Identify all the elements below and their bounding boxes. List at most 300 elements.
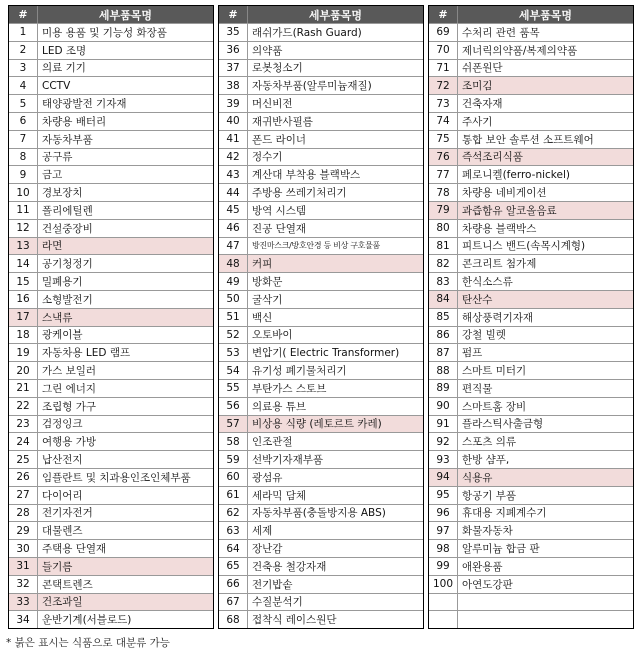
table-row <box>429 450 633 468</box>
row-number: 63 <box>219 522 248 539</box>
item-name: 계산대 부착용 블랙박스 <box>252 169 361 182</box>
table-row <box>429 521 633 539</box>
item-name: 한식소스류 <box>462 276 513 289</box>
item-name: 가스 보일러 <box>42 365 97 378</box>
column-header <box>219 6 423 23</box>
row-number: 10 <box>9 184 38 201</box>
item-name: 진공 단열재 <box>252 222 307 235</box>
item-name: 차량용 배터리 <box>42 115 107 128</box>
footnote: * 붉은 표시는 식품으로 대분류 가능 <box>6 637 170 649</box>
table-row-food-highlight <box>219 415 423 433</box>
table-row <box>219 130 423 148</box>
item-name: 차량용 네비게이션 <box>462 187 547 200</box>
row-number: 79 <box>429 202 458 219</box>
table-row <box>219 610 423 628</box>
row-number: 58 <box>219 433 248 450</box>
table-row <box>219 326 423 344</box>
table-row <box>429 130 633 148</box>
item-name: 의약품 <box>252 44 283 57</box>
row-number: 85 <box>429 309 458 326</box>
row-number: 35 <box>219 24 248 41</box>
row-number: 26 <box>9 469 38 486</box>
table-row <box>219 521 423 539</box>
table-row <box>219 183 423 201</box>
table-row <box>219 94 423 112</box>
item-name: 비상용 식량 (레토르트 카레) <box>252 418 382 431</box>
row-number: 97 <box>429 522 458 539</box>
item-name: 식용유 <box>462 471 493 484</box>
item-name: 자동차부품(알루미늄재질) <box>252 80 372 93</box>
row-number: 16 <box>9 291 38 308</box>
table-row <box>429 397 633 415</box>
item-name: 즉석조리식품 <box>462 151 523 164</box>
row-number: 32 <box>9 576 38 593</box>
item-name: 주방용 쓰레기처리기 <box>252 187 347 200</box>
table-row-food-highlight <box>429 468 633 486</box>
item-name: 주사기 <box>462 115 493 128</box>
table-row <box>219 148 423 166</box>
table-row <box>219 272 423 290</box>
item-name: 스마트홈 장비 <box>462 400 527 413</box>
item-name: 접착식 레이스원단 <box>252 614 337 627</box>
row-number: 31 <box>9 558 38 575</box>
column-header <box>429 6 633 23</box>
table-row <box>219 468 423 486</box>
table-row <box>9 468 213 486</box>
item-name: 폰드 라이너 <box>252 133 307 146</box>
row-number: 61 <box>219 487 248 504</box>
item-name: 강철 빌렛 <box>462 329 506 342</box>
table-row <box>9 415 213 433</box>
item-name: 제너릭의약품/복제의약품 <box>462 44 578 57</box>
row-number: 57 <box>219 416 248 433</box>
table-row-empty <box>429 610 633 628</box>
item-name: 피트니스 밴드(속목시계형) <box>462 240 586 253</box>
row-number: 60 <box>219 469 248 486</box>
table-row <box>9 504 213 522</box>
table-row <box>219 557 423 575</box>
item-name: 광섬유 <box>252 471 283 484</box>
row-number: 94 <box>429 469 458 486</box>
table-row <box>219 539 423 557</box>
table-row <box>429 183 633 201</box>
item-name: 항공기 부품 <box>462 489 517 502</box>
item-name: 조미김 <box>462 80 493 93</box>
row-number: 40 <box>219 113 248 130</box>
item-name: 의료용 튜브 <box>252 400 307 413</box>
row-number: 87 <box>429 344 458 361</box>
item-name: 건조과일 <box>42 596 83 609</box>
row-number: 52 <box>219 327 248 344</box>
row-number: 67 <box>219 594 248 611</box>
item-name: 탄산수 <box>462 293 493 306</box>
table-row <box>219 76 423 94</box>
item-name: 오토바이 <box>252 329 293 342</box>
item-name: 머신비전 <box>252 98 293 111</box>
row-number: 34 <box>9 611 38 628</box>
item-name: 래쉬가드(Rash Guard) <box>252 26 362 39</box>
row-number: 59 <box>219 451 248 468</box>
item-name: 유기성 폐기물처리기 <box>252 365 347 378</box>
row-number: 28 <box>9 505 38 522</box>
table-row <box>9 94 213 112</box>
table-row-food-highlight <box>219 254 423 272</box>
item-name: 경보장치 <box>42 187 83 200</box>
row-number: 43 <box>219 166 248 183</box>
row-number: 3 <box>9 60 38 77</box>
item-name: 태양광발전 기자재 <box>42 98 127 111</box>
table-row <box>9 432 213 450</box>
table-row <box>219 59 423 77</box>
row-number: 47 <box>219 238 248 255</box>
row-number: 89 <box>429 380 458 397</box>
item-name: LED 조명 <box>42 44 87 57</box>
table-row <box>9 165 213 183</box>
row-number: 77 <box>429 166 458 183</box>
item-name: 수처리 관련 품목 <box>462 26 540 39</box>
table-row-empty <box>429 593 633 611</box>
item-name: 세라믹 담체 <box>252 489 307 502</box>
item-name: 검정잉크 <box>42 418 83 431</box>
item-name: 콘택트렌즈 <box>42 578 93 591</box>
table-row <box>219 379 423 397</box>
table-row <box>429 557 633 575</box>
table-row <box>219 593 423 611</box>
item-name: CCTV <box>42 79 71 92</box>
row-number: 73 <box>429 95 458 112</box>
table-row <box>9 23 213 41</box>
row-number: 2 <box>9 42 38 59</box>
row-number: 9 <box>9 166 38 183</box>
row-number: 6 <box>9 113 38 130</box>
row-number: 62 <box>219 505 248 522</box>
table-row-food-highlight <box>429 290 633 308</box>
row-number: 44 <box>219 184 248 201</box>
row-number: 27 <box>9 487 38 504</box>
table-row <box>429 486 633 504</box>
item-name: 페로니켈(ferro-nickel) <box>462 169 570 182</box>
row-number: 91 <box>429 416 458 433</box>
table-row-food-highlight <box>429 201 633 219</box>
table-row <box>219 201 423 219</box>
item-name: 주택용 단열재 <box>42 543 107 555</box>
item-name: 애완용품 <box>462 560 503 573</box>
row-number <box>429 611 458 628</box>
table-row <box>9 201 213 219</box>
row-number: 68 <box>219 611 248 628</box>
row-number: 51 <box>219 309 248 326</box>
table-row-food-highlight <box>9 593 213 611</box>
row-number: 12 <box>9 220 38 237</box>
item-name: 방화문 <box>252 276 283 289</box>
row-number: 50 <box>219 291 248 308</box>
row-number: 95 <box>429 487 458 504</box>
item-name <box>458 611 633 628</box>
table-row <box>219 112 423 130</box>
item-name: 건축자재 <box>462 98 503 111</box>
table-row <box>9 148 213 166</box>
item-name: 운반기계(서블로드) <box>42 614 132 627</box>
row-number: 80 <box>429 220 458 237</box>
row-number: 36 <box>219 42 248 59</box>
item-name: 납산전지 <box>42 454 83 467</box>
table-column-2 <box>218 5 424 629</box>
item-name: 공구류 <box>42 151 73 164</box>
item-name: 콘크리트 첨가제 <box>462 258 537 271</box>
row-number: 71 <box>429 60 458 77</box>
table-row <box>429 432 633 450</box>
table-row <box>9 326 213 344</box>
row-number: 64 <box>219 540 248 557</box>
row-number: 55 <box>219 380 248 397</box>
row-number: 33 <box>9 594 38 611</box>
table-row-food-highlight <box>429 76 633 94</box>
item-name: 건설중장비 <box>42 222 93 235</box>
header-title: 세부품목명 <box>308 8 363 22</box>
table-row <box>9 219 213 237</box>
item-name <box>458 594 633 611</box>
row-number: 53 <box>219 344 248 361</box>
row-number: 7 <box>9 131 38 148</box>
row-number: 23 <box>9 416 38 433</box>
table-row <box>429 415 633 433</box>
table-row <box>219 450 423 468</box>
item-name: 과즙함유 알코올음료 <box>462 204 557 217</box>
row-number: 22 <box>9 398 38 415</box>
table-row <box>429 326 633 344</box>
row-number: 37 <box>219 60 248 77</box>
table-row <box>429 165 633 183</box>
item-name: 수질분석기 <box>252 596 303 609</box>
table-row <box>219 290 423 308</box>
item-name: 조립형 가구 <box>42 400 97 413</box>
table-row <box>429 41 633 59</box>
table-row <box>429 254 633 272</box>
item-name: 재귀반사필름 <box>252 115 313 128</box>
table-row <box>429 308 633 326</box>
item-name: 임플란트 및 치과용인조인체부품 <box>42 471 191 484</box>
table-row <box>219 361 423 379</box>
table-row <box>429 343 633 361</box>
item-name: 공기청정기 <box>42 258 93 271</box>
table-row <box>429 59 633 77</box>
item-name: 다이어리 <box>42 489 83 502</box>
row-number: 93 <box>429 451 458 468</box>
row-number <box>429 594 458 611</box>
row-number: 84 <box>429 291 458 308</box>
table-row <box>219 486 423 504</box>
row-number: 20 <box>9 362 38 379</box>
table-row-food-highlight <box>9 237 213 255</box>
item-name: 로봇청소기 <box>252 62 303 75</box>
row-number: 54 <box>219 362 248 379</box>
item-name: 스낵류 <box>42 311 73 324</box>
item-name: 밀폐용기 <box>42 276 83 289</box>
item-name: 정수기 <box>252 151 283 164</box>
row-number: 19 <box>9 344 38 361</box>
item-name: 전기밥솥 <box>252 578 293 591</box>
row-number: 56 <box>219 398 248 415</box>
table-row <box>429 575 633 593</box>
row-number: 96 <box>429 505 458 522</box>
table-row <box>219 432 423 450</box>
row-number: 82 <box>429 255 458 272</box>
table-row <box>9 41 213 59</box>
item-name: 해상풍력기자재 <box>462 311 534 324</box>
row-number: 75 <box>429 131 458 148</box>
item-name: 굴삭기 <box>252 293 283 306</box>
item-name: 대물렌즈 <box>42 525 83 538</box>
item-name: 통합 보안 솔루션 소프트웨어 <box>462 133 594 146</box>
row-number: 48 <box>219 255 248 272</box>
row-number: 18 <box>9 327 38 344</box>
row-number: 70 <box>429 42 458 59</box>
table-row <box>9 272 213 290</box>
table-row <box>9 610 213 628</box>
item-name: 장난감 <box>252 543 283 555</box>
table-row <box>219 41 423 59</box>
item-name: 부탄가스 스토브 <box>252 382 327 395</box>
row-number: 4 <box>9 77 38 94</box>
row-number: 21 <box>9 380 38 397</box>
table-row <box>429 361 633 379</box>
table-row <box>9 397 213 415</box>
table-row <box>219 397 423 415</box>
row-number: 39 <box>219 95 248 112</box>
item-name: 백신 <box>252 311 273 324</box>
item-name: 자동차부품 <box>42 133 93 146</box>
row-number: 42 <box>219 149 248 166</box>
item-name: 라면 <box>42 240 63 253</box>
table-row <box>9 450 213 468</box>
table-column-3 <box>428 5 634 629</box>
row-number: 72 <box>429 77 458 94</box>
row-number: 15 <box>9 273 38 290</box>
table-row <box>9 379 213 397</box>
table-row <box>219 237 423 255</box>
item-name: 방역 시스템 <box>252 204 307 217</box>
item-name: 소형발전기 <box>42 293 93 306</box>
row-number: 30 <box>9 540 38 557</box>
table-row <box>219 308 423 326</box>
item-name: 휴대용 지폐계수기 <box>462 507 547 520</box>
item-name: 쉬폰원단 <box>462 62 503 75</box>
item-name: 광케이블 <box>42 329 83 342</box>
item-name: 들기름 <box>42 560 73 573</box>
row-number: 38 <box>219 77 248 94</box>
table-row <box>219 575 423 593</box>
item-name: 플라스틱사출금형 <box>462 418 544 431</box>
row-number: 29 <box>9 522 38 539</box>
row-number: 17 <box>9 309 38 326</box>
item-name: 미용 용품 및 기능성 화장품 <box>42 26 167 39</box>
header-title: 세부품목명 <box>98 8 153 22</box>
item-name: 펌프 <box>462 347 483 360</box>
row-number: 90 <box>429 398 458 415</box>
row-number: 92 <box>429 433 458 450</box>
row-number: 11 <box>9 202 38 219</box>
table-row <box>9 130 213 148</box>
table-row <box>219 343 423 361</box>
table-row <box>9 539 213 557</box>
table-row <box>9 112 213 130</box>
row-number: 88 <box>429 362 458 379</box>
table-row <box>219 165 423 183</box>
row-number: 46 <box>219 220 248 237</box>
row-number: 41 <box>219 131 248 148</box>
row-number: 8 <box>9 149 38 166</box>
row-number: 81 <box>429 238 458 255</box>
table-row <box>219 23 423 41</box>
table-row <box>429 272 633 290</box>
header-number: # <box>429 6 458 23</box>
header-number: # <box>219 6 248 23</box>
table-row <box>429 504 633 522</box>
header-number: # <box>9 6 38 23</box>
item-name: 차량용 블랙박스 <box>462 222 537 235</box>
table-row-food-highlight <box>9 308 213 326</box>
item-name: 커피 <box>252 258 273 271</box>
item-name: 화물자동차 <box>462 525 513 538</box>
table-row-food-highlight <box>9 557 213 575</box>
item-name: 인조관절 <box>252 436 293 449</box>
table-row <box>429 94 633 112</box>
item-name: 세제 <box>252 525 273 538</box>
row-number: 14 <box>9 255 38 272</box>
table-row <box>9 183 213 201</box>
table-row <box>429 112 633 130</box>
row-number: 83 <box>429 273 458 290</box>
row-number: 24 <box>9 433 38 450</box>
item-name: 건축용 철강자재 <box>252 560 327 573</box>
item-name: 금고 <box>42 169 63 182</box>
row-number: 98 <box>429 540 458 557</box>
row-number: 5 <box>9 95 38 112</box>
row-number: 13 <box>9 238 38 255</box>
table-row <box>429 237 633 255</box>
row-number: 100 <box>429 576 458 593</box>
row-number: 65 <box>219 558 248 575</box>
item-name: 의료 기기 <box>42 62 86 75</box>
row-number: 86 <box>429 327 458 344</box>
item-name: 전기자전거 <box>42 507 93 520</box>
item-name: 알루미늄 합금 판 <box>462 543 540 555</box>
table-row <box>429 379 633 397</box>
table-row <box>9 76 213 94</box>
item-name: 폴리에틸렌 <box>42 204 93 217</box>
item-name: 한방 샴푸, <box>462 454 510 467</box>
row-number: 66 <box>219 576 248 593</box>
item-name: 스포츠 의류 <box>462 436 517 449</box>
table-row <box>9 575 213 593</box>
item-name: 자동차부품(충돌방지용 ABS) <box>252 507 386 520</box>
row-number: 76 <box>429 149 458 166</box>
table-row <box>9 290 213 308</box>
item-name: 그린 에너지 <box>42 382 97 395</box>
row-number: 74 <box>429 113 458 130</box>
item-name: 편직물 <box>462 382 493 395</box>
item-name: 방진마스크/방호안경 등 비상 구호물품 <box>252 241 380 251</box>
column-header <box>9 6 213 23</box>
row-number: 25 <box>9 451 38 468</box>
table-row <box>9 521 213 539</box>
item-name: 아연도강판 <box>462 578 513 591</box>
table-row <box>219 219 423 237</box>
item-name: 선박기자재부품 <box>252 454 324 467</box>
table-row <box>219 504 423 522</box>
table-row <box>429 539 633 557</box>
table-row <box>9 254 213 272</box>
